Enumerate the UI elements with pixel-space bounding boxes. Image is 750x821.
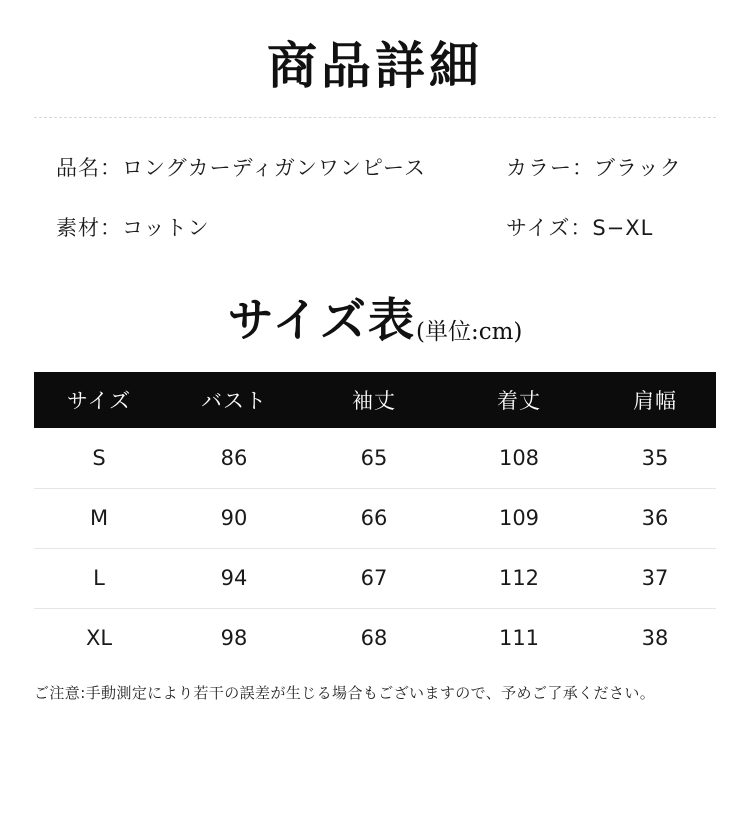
cell-length: 112 <box>444 548 594 608</box>
size-table-heading <box>0 284 750 350</box>
table-row <box>34 608 716 668</box>
cell-shoulder: 36 <box>594 488 716 548</box>
page-title: 商品詳細 <box>267 36 483 95</box>
measurement-note: ご注意:手動測定により若干の誤差が生じる場合もございますので、予めご了承ください。 <box>34 684 656 702</box>
column-header-sleeve: 袖丈 <box>304 372 444 428</box>
cell-length: 108 <box>444 428 594 488</box>
cell-length: 111 <box>498 626 540 651</box>
cell-size: XL <box>85 626 113 651</box>
column-header-shoulder: 肩幅 <box>594 372 716 428</box>
cell-bust: 86 <box>164 428 304 488</box>
cell-sleeve: 65 <box>304 428 444 488</box>
table-header-row <box>34 372 716 428</box>
cell-size: S <box>34 428 164 488</box>
cell-size: L <box>34 548 164 608</box>
table-row <box>34 548 716 608</box>
column-header-length: 着丈 <box>444 372 594 428</box>
size-table-unit: (単位:cm) <box>415 319 523 345</box>
cell-size: M <box>34 488 164 548</box>
spec-row <box>56 212 694 242</box>
spec-color: カラー：ブラック <box>506 156 682 180</box>
cell-sleeve: 67 <box>304 548 444 608</box>
cell-length: 109 <box>444 488 594 548</box>
size-table-wrap <box>34 372 716 668</box>
title-divider <box>34 117 716 118</box>
size-table-heading-text: サイズ表 <box>227 293 416 347</box>
cell-shoulder: 35 <box>594 428 716 488</box>
size-table <box>34 372 716 668</box>
column-header-size: サイズ <box>34 372 164 428</box>
spec-product-name: 品名：ロングカーディガンワンピース <box>56 156 427 180</box>
spec-row <box>56 152 694 182</box>
spec-block <box>0 152 750 242</box>
cell-bust: 90 <box>164 488 304 548</box>
cell-shoulder: 38 <box>641 626 669 651</box>
cell-bust: 98 <box>220 626 248 651</box>
cell-sleeve: 66 <box>304 488 444 548</box>
column-header-bust: バスト <box>164 372 304 428</box>
cell-sleeve: 68 <box>360 626 388 651</box>
table-row <box>34 428 716 488</box>
spec-material: 素材：コットン <box>56 216 210 240</box>
cell-bust: 94 <box>164 548 304 608</box>
spec-size-range: サイズ：S−XL <box>506 216 654 240</box>
cell-shoulder: 37 <box>594 548 716 608</box>
table-row <box>34 488 716 548</box>
